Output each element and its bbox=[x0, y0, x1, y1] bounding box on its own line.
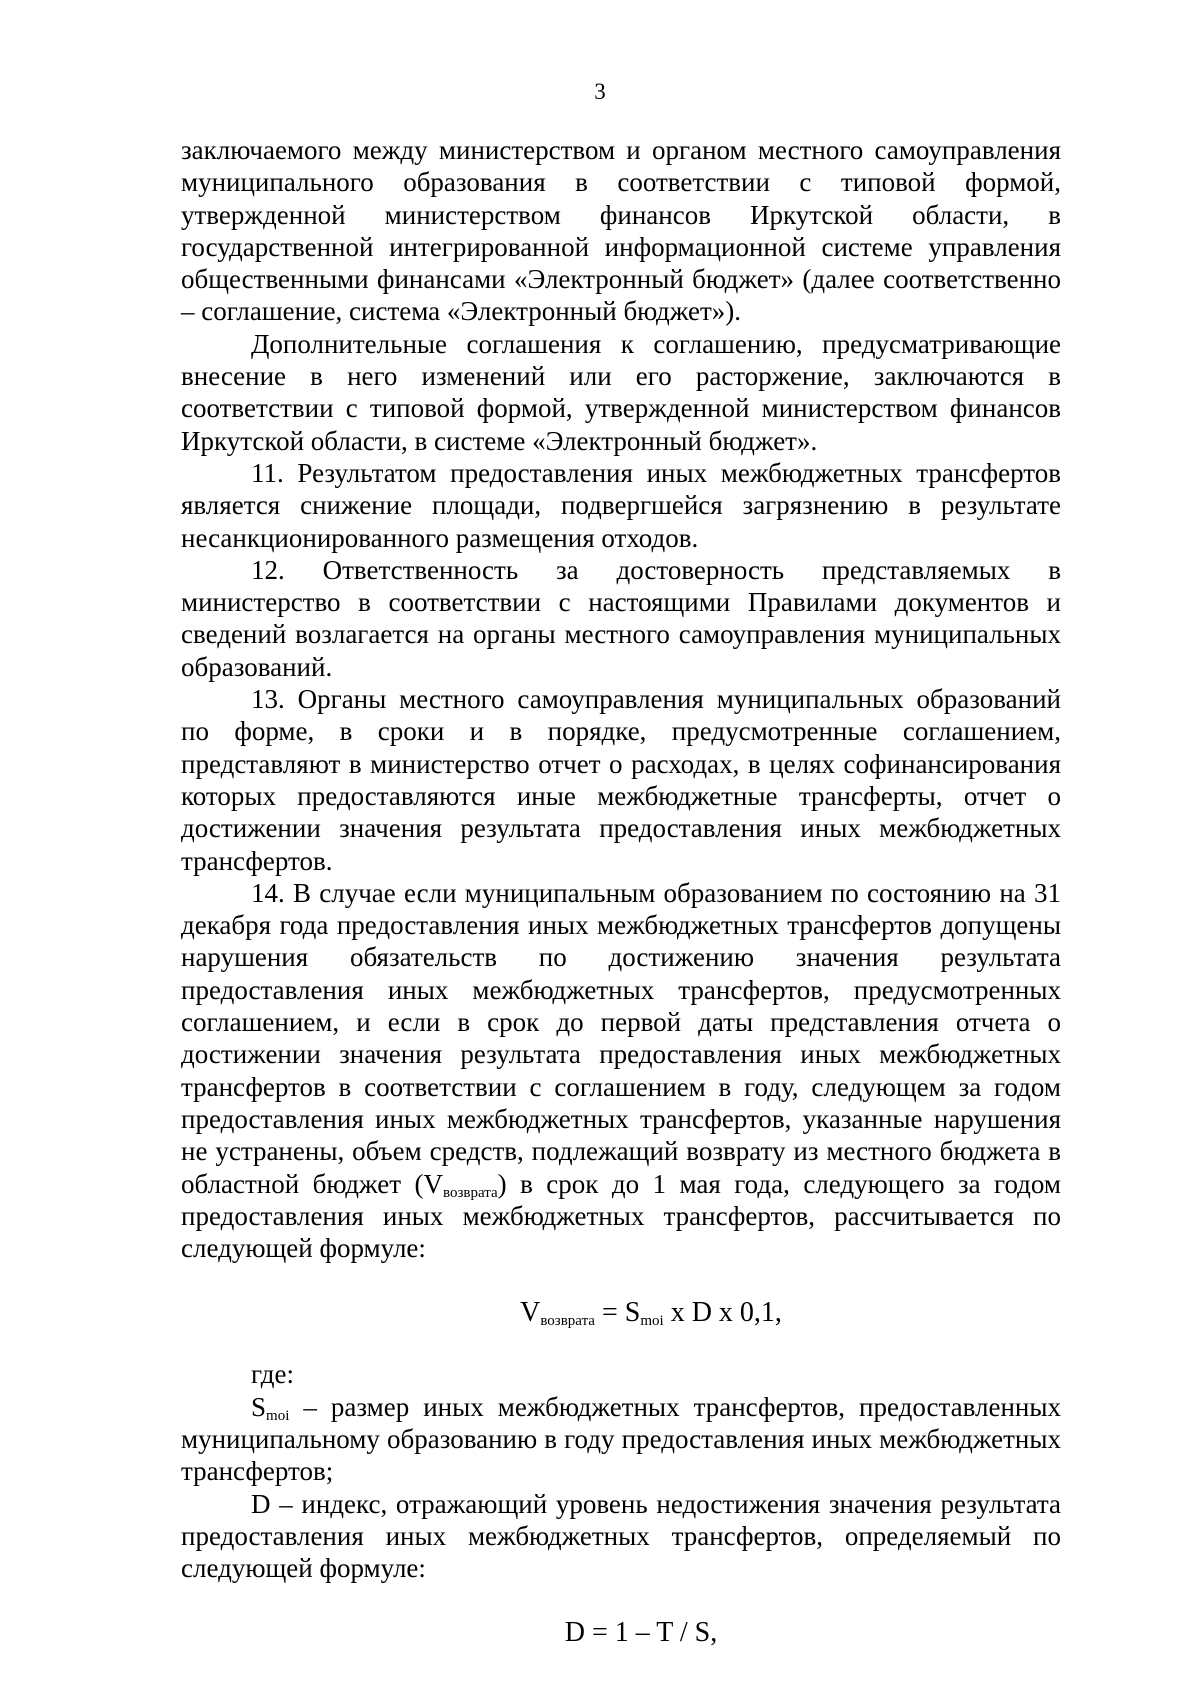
formula-return-volume bbox=[181, 1296, 1061, 1330]
paragraph-11: 11. Результатом предоставления иных межбюджетных трансфертов является снижение площади, подвергшейся загрязнению в результате несанкционированного размещения отходов. bbox=[181, 457, 1061, 553]
formula1-v-subscript: возврата bbox=[540, 1313, 595, 1330]
paragraph-additional-agreements: Дополнительные соглашения к соглашению, предусматривающие внесение в него изменений или его расторжение, заключаются в соответствии с типовой формой, утвержденной министерством финансов Иркутской области, в системе «Электронный бюджет». bbox=[181, 328, 1061, 456]
smoi-text: – размер иных межбюджетных трансфертов, предоставленных муниципальному образованию в году предоставления иных межбюджетных трансфертов; bbox=[181, 1391, 1061, 1487]
paragraph-14-text-a: 14. В случае если муниципальным образованием по состоянию на 31 декабря года предоставления иных межбюджетных трансфертов допущены нарушения обязательств по достижению значения результата предоставления иных межбюджетных трансфертов, предусмотренных соглашением, и если в срок до первой даты представления отчета о достижении значения результата предоставления иных межбюджетных трансфертов в соответствии с соглашением в году, следующем за годом предоставления иных межбюджетных трансфертов, указанные нарушения не устранены, объем средств, подлежащий возврату из местного бюджета в областной бюджет (V bbox=[181, 877, 1061, 1199]
paragraph-where: где: bbox=[251, 1359, 294, 1390]
paragraph-agreement: заключаемого между министерством и органом местного самоуправления муниципального образования в соответствии с типовой формой, утвержденной министерством финансов Иркутской области, в государственной интегрированной информационной системе управления общественными финансами «Электронный бюджет» (далее соответственно – соглашение, система «Электронный бюджет»). bbox=[181, 135, 1061, 327]
smoi-symbol: S bbox=[251, 1391, 267, 1422]
paragraph-14-subscript: возврата bbox=[442, 1184, 498, 1201]
paragraph-13: 13. Органы местного самоуправления муниципальных образований по форме, в сроки и в порядке, предусмотренные соглашением, представляют в министерство отчет о расходах, в целях софинансирования которых предоставляются иные межбюджетные трансферты, отчет о достижении значения результата предоставления иных межбюджетных трансфертов. bbox=[181, 684, 1061, 876]
formula1-v: V bbox=[520, 1297, 541, 1329]
formula1-rest: x D x 0,1, bbox=[663, 1297, 782, 1329]
document-body bbox=[181, 134, 1061, 1650]
paragraph-12: 12. Ответственность за достоверность представляемых в министерство в соответствии с настоящими Правилами документов и сведений возлагается на органы местного самоуправления муниципальных образований. bbox=[181, 554, 1061, 682]
paragraph-14-text-b: ) в срок до 1 мая года, следующего за годом предоставления иных межбюджетных трансфертов, рассчитывается по следующей формуле: bbox=[181, 1168, 1061, 1264]
smoi-subscript: moi bbox=[266, 1407, 290, 1424]
formula-d-index: D = 1 – T / S, bbox=[564, 1617, 718, 1649]
formula1-s-subscript: moi bbox=[640, 1313, 664, 1330]
formula1-eq: = S bbox=[594, 1297, 641, 1329]
paragraph-d-definition: D – индекс, отражающий уровень недостижения значения результата предоставления иных межбюджетных трансфертов, определяемый по следующей формуле: bbox=[181, 1488, 1061, 1584]
paragraph-14 bbox=[181, 877, 1061, 1265]
paragraph-smoi-definition bbox=[181, 1391, 1061, 1488]
page-number: 3 bbox=[594, 79, 606, 104]
